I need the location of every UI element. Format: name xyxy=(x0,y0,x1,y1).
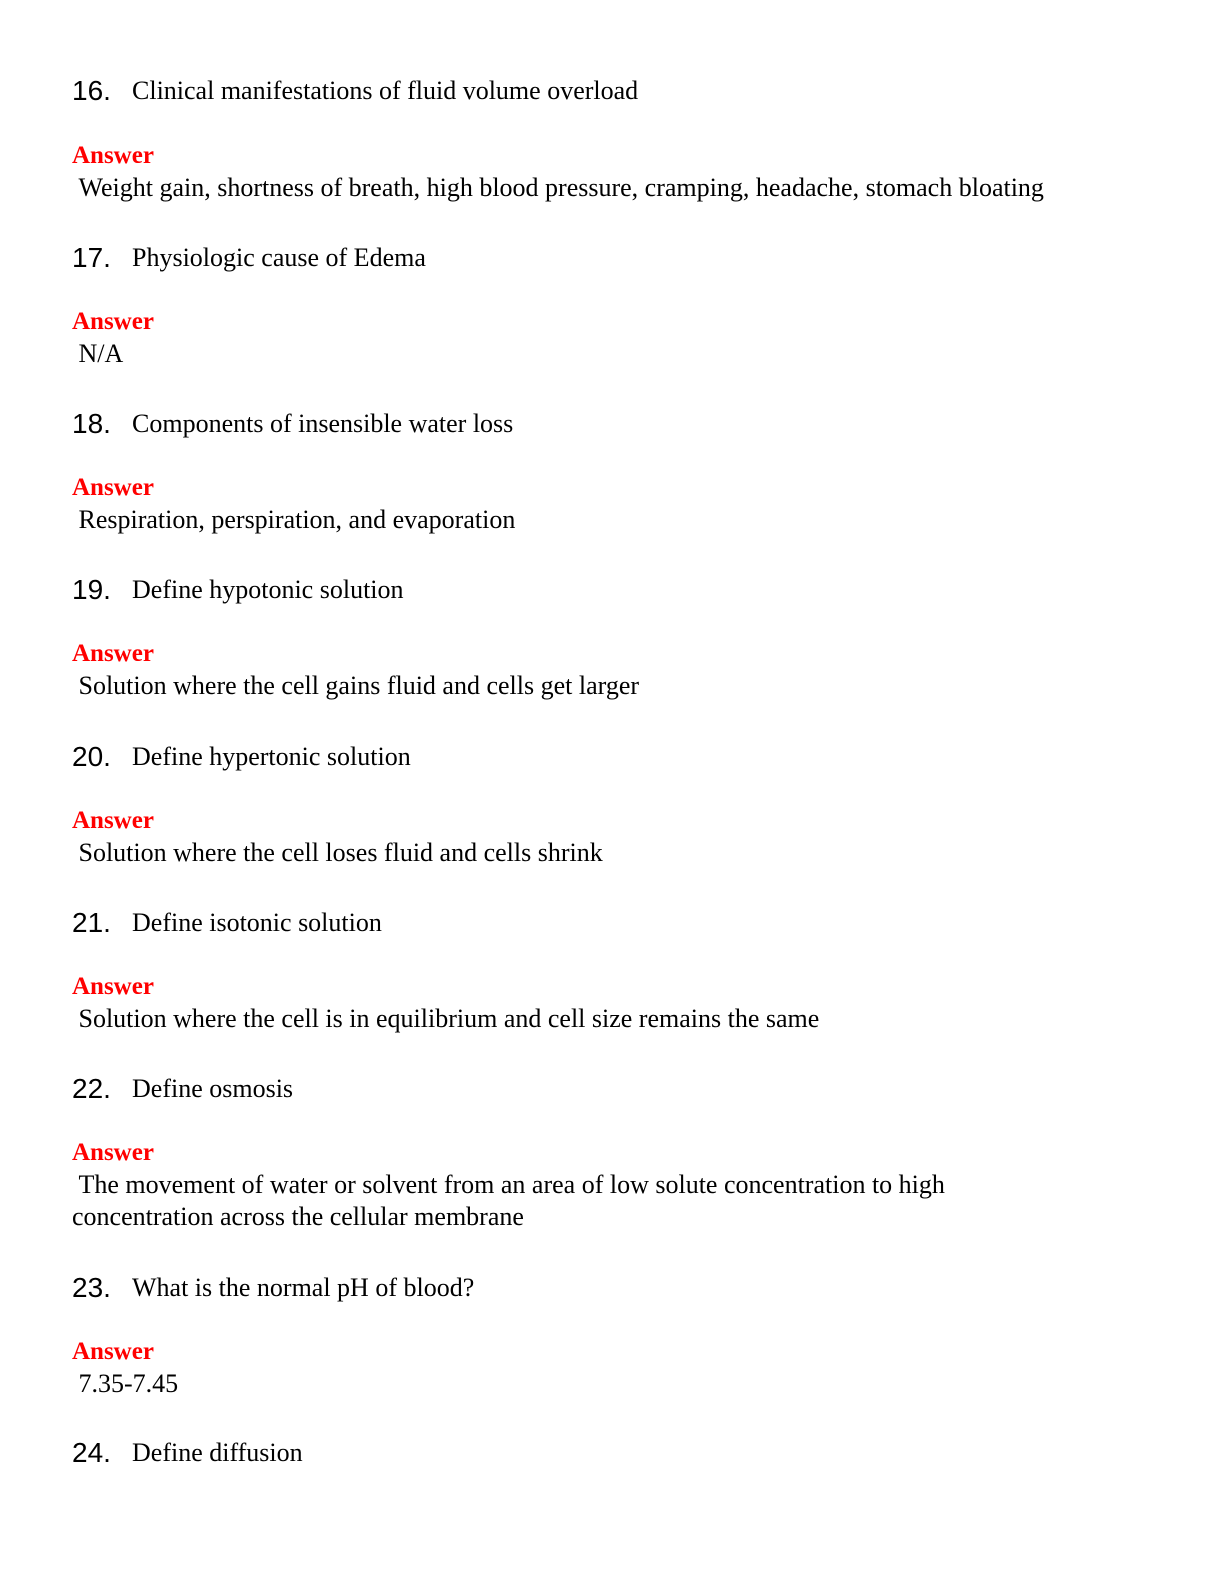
question-22 xyxy=(72,1069,1172,1109)
answer-label: Answer xyxy=(72,1139,154,1166)
answer-text: Solution where the cell is in equilibrium and cell size remains the same xyxy=(72,1004,820,1033)
question-number: 23. xyxy=(72,1272,111,1303)
question-21 xyxy=(72,903,1172,943)
answer-21 xyxy=(72,972,1182,1035)
question-16 xyxy=(72,71,1172,111)
question-number: 16. xyxy=(72,75,111,106)
answer-label: Answer xyxy=(72,474,154,501)
question-text: Define hypertonic solution xyxy=(132,742,411,771)
answer-label: Answer xyxy=(72,640,154,667)
question-text: Define hypotonic solution xyxy=(132,575,404,604)
answer-label: Answer xyxy=(72,973,154,1000)
question-number: 22. xyxy=(72,1073,111,1104)
answer-text: N/A xyxy=(72,339,124,368)
answer-23 xyxy=(72,1337,1182,1400)
question-text: What is the normal pH of blood? xyxy=(132,1273,475,1302)
question-24 xyxy=(72,1433,1172,1473)
answer-label: Answer xyxy=(72,142,154,169)
answer-text: Respiration, perspiration, and evaporation xyxy=(72,505,516,534)
question-number: 21. xyxy=(72,907,111,938)
answer-18 xyxy=(72,473,1182,536)
answer-text: The movement of water or solvent from an area of low solute concentration to high concentration across the cellular membrane xyxy=(72,1170,945,1231)
answer-text: Solution where the cell gains fluid and cells get larger xyxy=(72,671,640,700)
question-19 xyxy=(72,570,1172,610)
answer-text: Solution where the cell loses fluid and cells shrink xyxy=(72,838,603,867)
answer-20 xyxy=(72,806,1182,869)
question-17 xyxy=(72,238,1172,278)
answer-label: Answer xyxy=(72,308,154,335)
question-18 xyxy=(72,404,1172,444)
question-20 xyxy=(72,737,1172,777)
question-number: 20. xyxy=(72,741,111,772)
question-number: 24. xyxy=(72,1437,111,1468)
question-number: 18. xyxy=(72,408,111,439)
question-text: Components of insensible water loss xyxy=(132,409,514,438)
answer-label: Answer xyxy=(72,807,154,834)
answer-19 xyxy=(72,639,1182,702)
answer-text: Weight gain, shortness of breath, high blood pressure, cramping, headache, stomach bloating xyxy=(72,173,1044,202)
answer-label: Answer xyxy=(72,1338,154,1365)
question-text: Clinical manifestations of fluid volume overload xyxy=(132,76,639,105)
question-23 xyxy=(72,1268,1172,1308)
answer-16 xyxy=(72,141,1182,204)
question-number: 19. xyxy=(72,574,111,605)
question-text: Define isotonic solution xyxy=(132,908,382,937)
question-text: Define diffusion xyxy=(132,1438,303,1467)
question-text: Physiologic cause of Edema xyxy=(132,243,426,272)
question-text: Define osmosis xyxy=(132,1074,294,1103)
question-number: 17. xyxy=(72,242,111,273)
answer-17 xyxy=(72,307,1182,370)
answer-text: 7.35-7.45 xyxy=(72,1369,179,1398)
answer-22 xyxy=(72,1138,1182,1233)
